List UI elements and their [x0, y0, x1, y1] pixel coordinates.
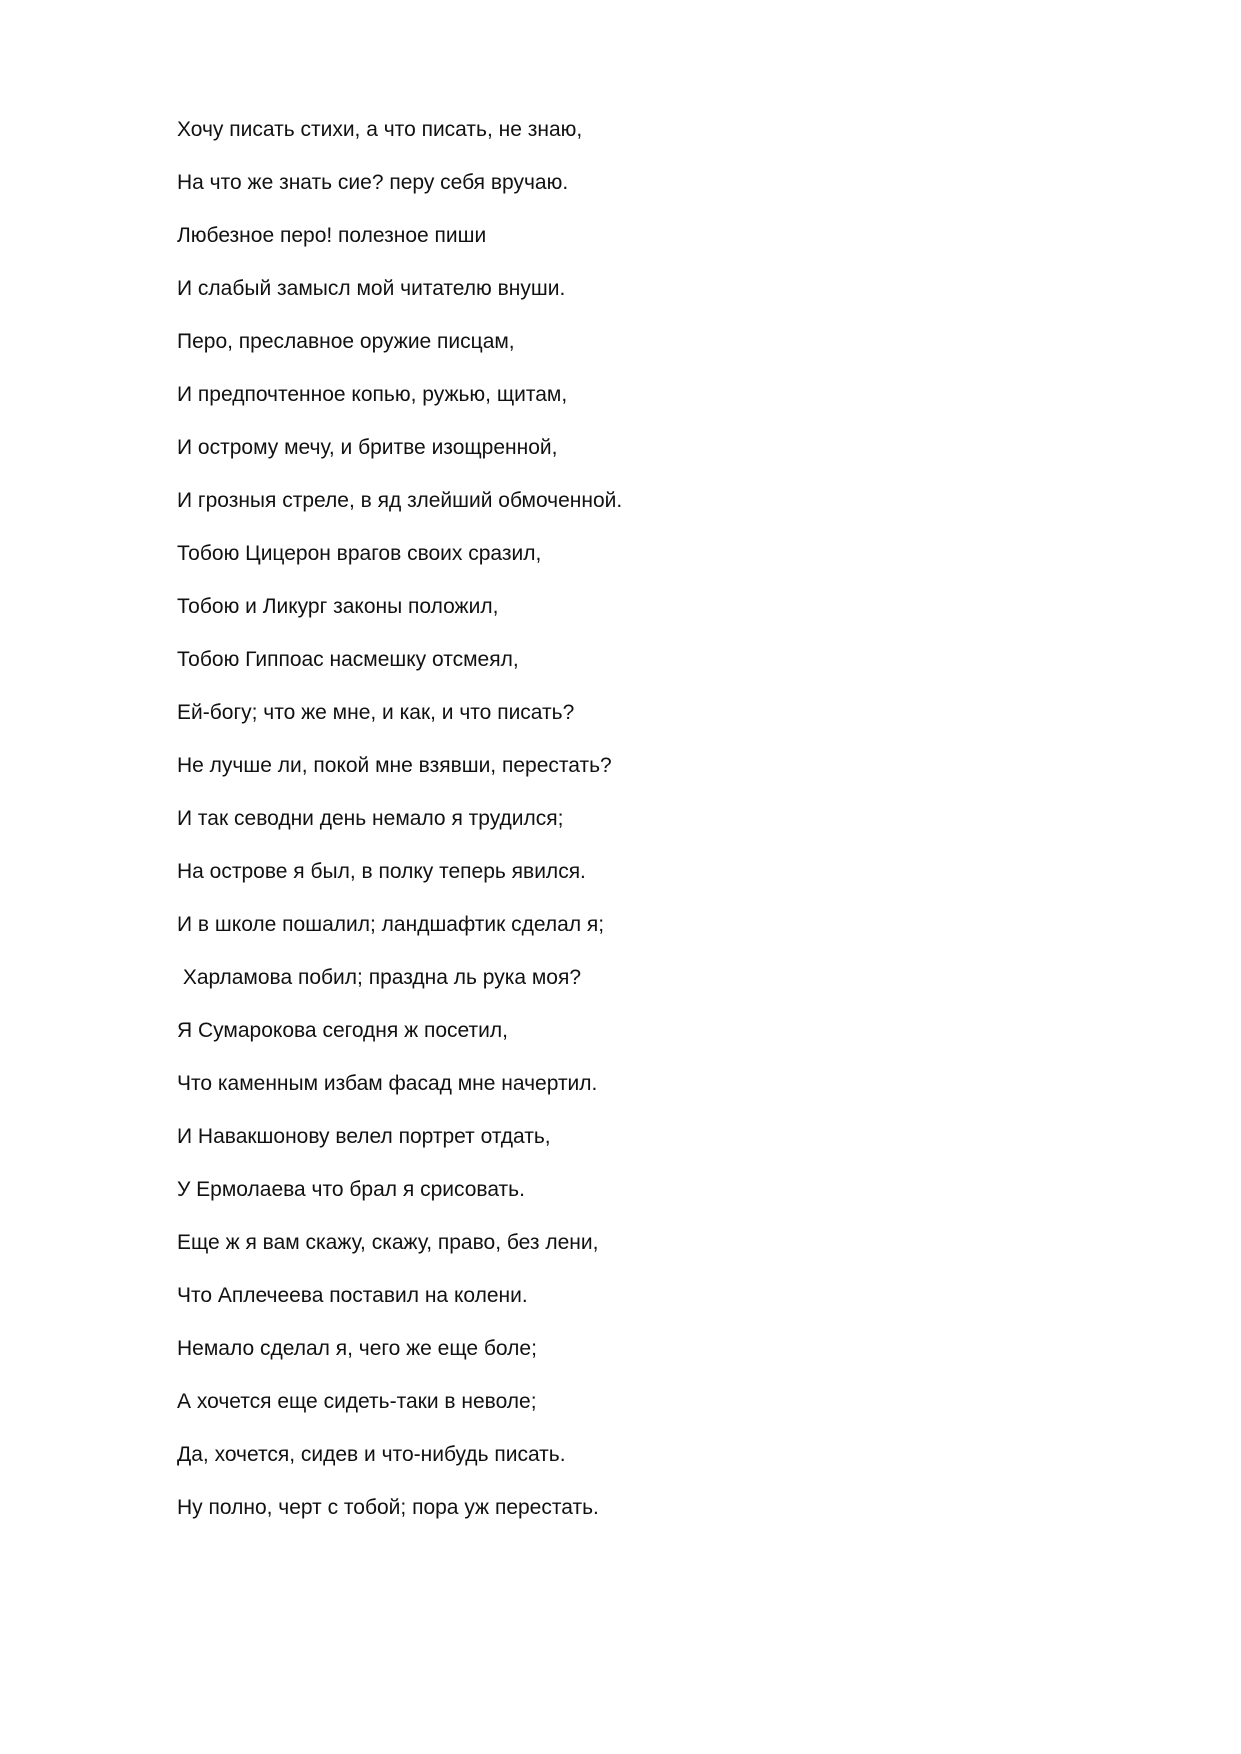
poem-line: Перо, преславное оружие писцам,	[177, 330, 515, 353]
poem-line: И слабый замысл мой читателю внуши.	[177, 277, 566, 300]
poem-line: Еще ж я вам скажу, скажу, право, без лени,	[177, 1231, 599, 1254]
poem-line: Не лучше ли, покой мне взявши, перестать?	[177, 754, 612, 777]
poem-line: Что Аплечеева поставил на колени.	[177, 1284, 528, 1307]
poem-text	[177, 112, 1127, 1543]
poem-line: И острому мечу, и бритве изощренной,	[177, 436, 558, 459]
poem-line: На что же знать сие? перу себя вручаю.	[177, 171, 569, 194]
poem-line: Харламова побил; праздна ль рука моя?	[177, 966, 582, 989]
poem-line: Ей-богу; что же мне, и как, и что писать?	[177, 701, 575, 724]
poem-line: Что каменным избам фасад мне начертил.	[177, 1072, 598, 1095]
poem-line: Тобою Гиппоас насмешку отсмеял,	[177, 648, 519, 671]
poem-line: Любезное перо! полезное пиши	[177, 224, 487, 247]
poem-line: Хочу писать стихи, а что писать, не знаю,	[177, 118, 583, 141]
poem-line: И Навакшонову велел портрет отдать,	[177, 1125, 551, 1148]
poem-line: У Ермолаева что брал я срисовать.	[177, 1178, 525, 1201]
poem-line: Я Сумарокова сегодня ж посетил,	[177, 1019, 508, 1042]
poem-line: И в школе пошалил; ландшафтик сделал я;	[177, 913, 605, 936]
poem-line: Тобою и Ликург законы положил,	[177, 595, 499, 618]
poem-line: И предпочтенное копью, ружью, щитам,	[177, 383, 568, 406]
poem-line: Немало сделал я, чего же еще боле;	[177, 1337, 537, 1360]
poem-line: На острове я был, в полку теперь явился.	[177, 860, 586, 883]
poem-line: И грозныя стреле, в яд злейший обмоченной.	[177, 489, 623, 512]
poem-line: А хочется еще сидеть-таки в неволе;	[177, 1390, 537, 1413]
poem-line: Тобою Цицерон врагов своих сразил,	[177, 542, 542, 565]
poem-line: Ну полно, черт с тобой; пора уж перестать.	[177, 1496, 599, 1519]
poem-line: И так севодни день немало я трудился;	[177, 807, 564, 830]
poem-line: Да, хочется, сидев и что-нибудь писать.	[177, 1443, 566, 1466]
